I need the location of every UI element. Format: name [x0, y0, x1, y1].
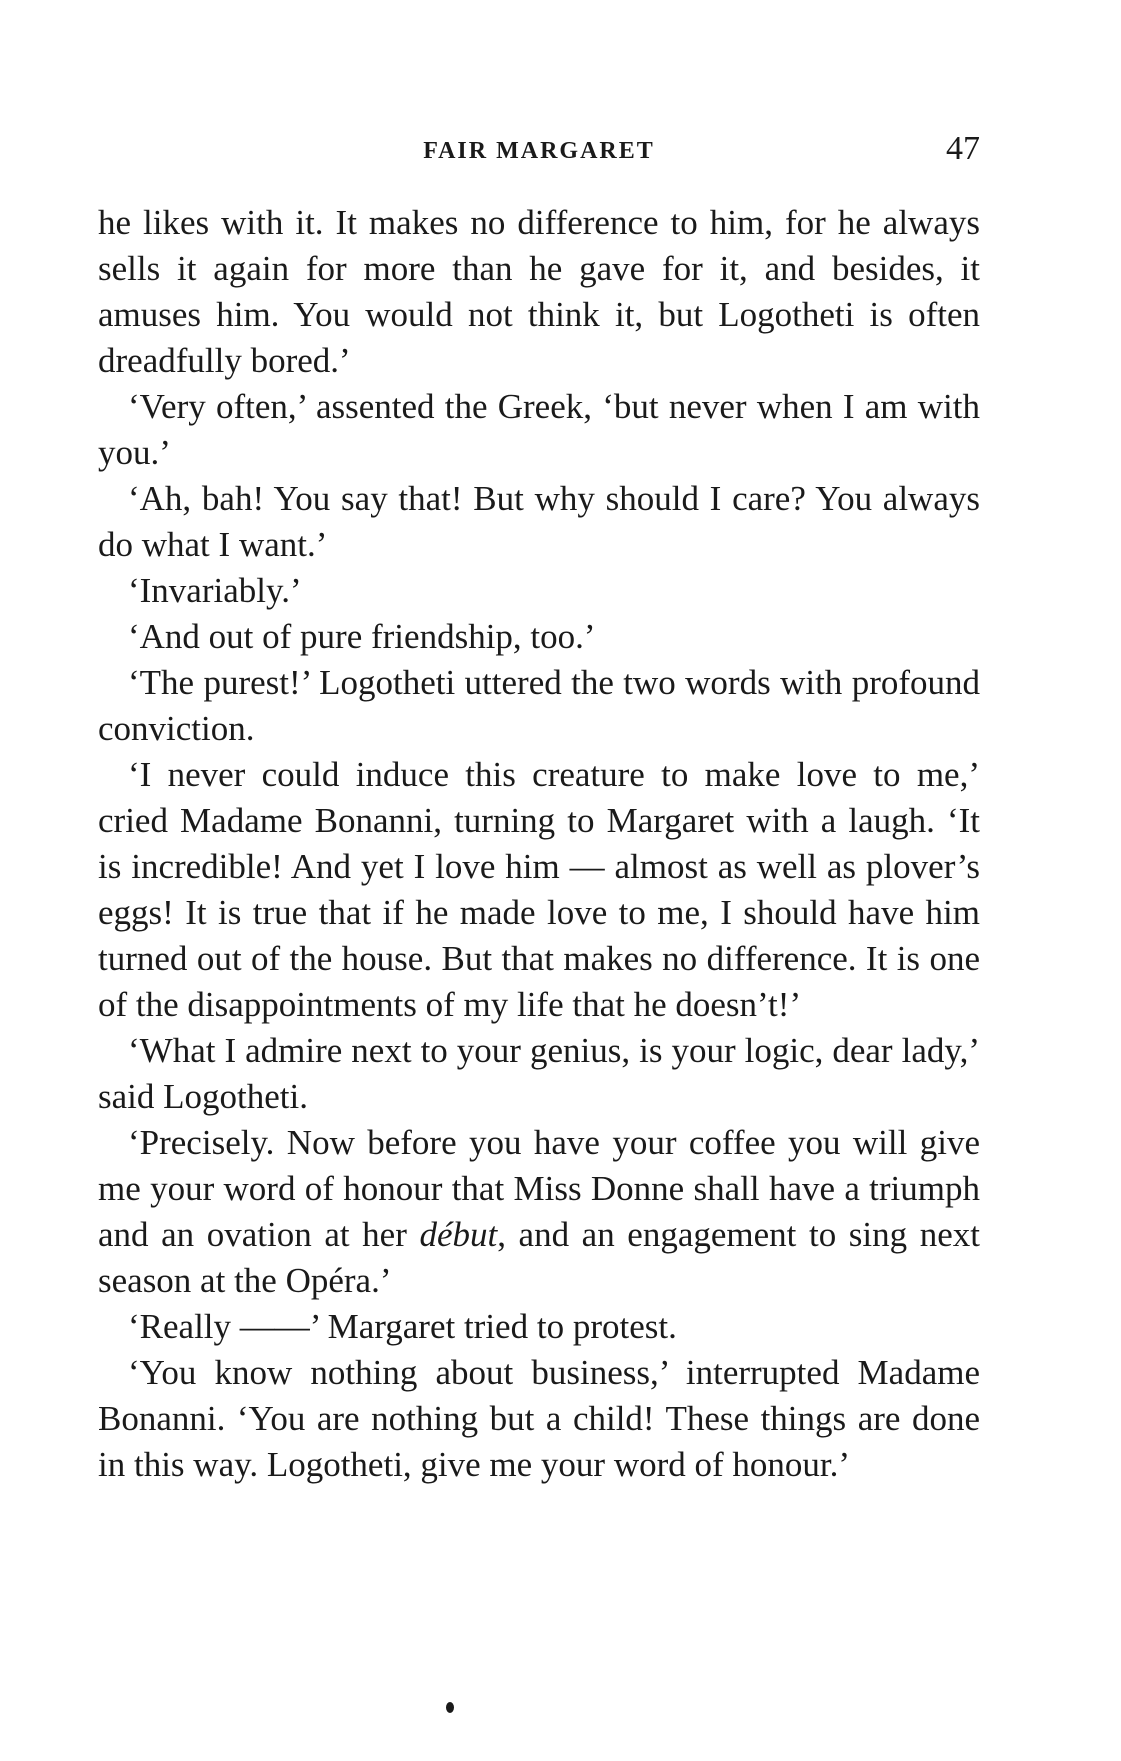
running-head [98, 130, 980, 174]
paragraph [98, 614, 980, 660]
paragraph [98, 1350, 980, 1488]
running-title: FAIR MARGARET [423, 138, 655, 164]
body-text [98, 200, 980, 1488]
paragraph [98, 1120, 980, 1304]
footer-mark [446, 1702, 454, 1713]
paragraph-text: ‘Very often,’ assented the Greek, ‘but never when I am with you.’ [98, 387, 980, 472]
paragraph [98, 660, 980, 752]
paragraph-text: ‘Precisely. Now before you have your coffee you will give me your word of honour that Miss Donne shall have a triumph and an ovation at her [98, 1123, 980, 1254]
italic-text: début [419, 1215, 498, 1254]
paragraph-text: ‘Really ——’ Margaret tried to protest. [128, 1307, 677, 1346]
page-number: 47 [946, 130, 980, 167]
paragraph-text: ‘You know nothing about business,’ interrupted Madame Bonanni. ‘You are nothing but a child! These things are done in this way. Logotheti, give me your word of honour.’ [98, 1353, 980, 1484]
paragraph-text: ‘And out of pure friendship, too.’ [128, 617, 596, 656]
paragraph [98, 752, 980, 1028]
paragraph [98, 476, 980, 568]
paragraph-text: ‘The purest!’ Logotheti uttered the two words with profound conviction. [98, 663, 980, 748]
paragraph [98, 1028, 980, 1120]
paragraph-text: ‘Ah, bah! You say that! But why should I care? You always do what I want.’ [98, 479, 980, 564]
paragraph-text: ‘I never could induce this creature to make love to me,’ cried Madame Bonanni, turning to Margaret with a laugh. ‘It is incredible! And yet I love him — almost as well as plover’s eggs! It is true that if he made love to me, I should have him turned out of the house. But that makes no difference. It is one of the disappointments of my life that he doesn’t!’ [98, 755, 980, 1024]
paragraph [98, 1304, 980, 1350]
paragraph [98, 200, 980, 384]
paragraph [98, 384, 980, 476]
paragraph-text: he likes with it. It makes no difference to him, for he always sells it again for more than he gave for it, and besides, it amuses him. You would not think it, but Logotheti is often dreadfully bored.’ [98, 203, 980, 380]
book-page [98, 130, 980, 1488]
paragraph-text: ‘Invariably.’ [128, 571, 302, 610]
paragraph-text: ‘What I admire next to your genius, is your logic, dear lady,’ said Logotheti. [98, 1031, 980, 1116]
paragraph [98, 568, 980, 614]
paragraph-text: , and an engagement to sing next season at the Opéra.’ [98, 1215, 980, 1300]
